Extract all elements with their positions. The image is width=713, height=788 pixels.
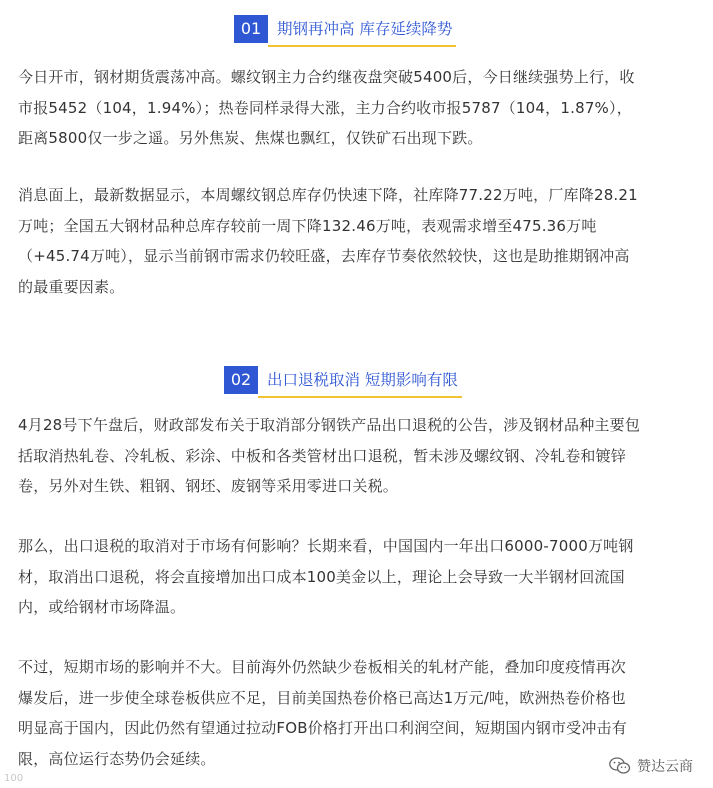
watermark-label: 赞达云商 xyxy=(637,759,693,775)
paragraph: 4月28号下午盘后，财政部发布关于取消部分钢铁产品出口退税的公告，涉及钢材品种主要包 括取消热轧卷、冷轧板、彩涂、中板和各类管材出口退税，暂未涉及螺纹钢、冷轧卷和镀锌 卷，另外对生铁、粗钢、钢坯、废钢等采用零进口关税。 xyxy=(18,416,641,495)
wechat-icon xyxy=(609,757,631,775)
section-header-2 xyxy=(224,366,462,394)
title-underline xyxy=(258,396,462,398)
section-title-wrap xyxy=(258,366,462,394)
section-title: 期钢再冲高 库存延续降势 xyxy=(277,20,453,38)
corner-mark: 100 xyxy=(4,773,24,784)
title-underline xyxy=(268,45,456,47)
section-title: 出口退税取消 短期影响有限 xyxy=(267,371,458,389)
paragraph: 那么，出口退税的取消对于市场有何影响？长期来看，中国国内一年出口6000-7000万吨钢 材，取消出口退税，将会直接增加出口成本100美金以上，理论上会导致一大半钢材回流国 内，或给钢材市场降温。 xyxy=(18,537,634,616)
paragraph: 消息面上，最新数据显示，本周螺纹钢总库存仍快速下降，社库降77.22万吨，厂库降28.21 万吨；全国五大钢材品种总库存较前一周下降132.46万吨，表观需求增至475.36万吨 （+45.74万吨），显示当前钢市需求仍较旺盛，去库存节奏依然较快，这也是助推期钢冲高 的最重要因素。 xyxy=(18,186,638,296)
section-number: 01 xyxy=(234,15,268,43)
section-header-1 xyxy=(234,15,456,43)
section-title-wrap xyxy=(268,15,456,43)
section-number: 02 xyxy=(224,366,258,394)
paragraph: 今日开市，钢材期货震荡冲高。螺纹钢主力合约继夜盘突破5400后，今日继续强势上行，收 市报5452（104，1.94%）；热卷同样录得大涨，主力合约收市报5787（104，1.87%）， 距离5800仅一步之遥。另外焦炭、焦煤也飘红，仅铁矿石出现下跌。 xyxy=(18,68,635,147)
account-watermark xyxy=(607,756,695,776)
paragraph: 不过，短期市场的影响并不大。目前海外仍然缺少卷板相关的轧材产能，叠加印度疫情再次 爆发后，进一步使全球卷板供应不足，目前美国热卷价格已高达1万元/吨，欧洲热卷价格也 明显高于国内，因此仍然有望通过拉动FOB价格打开出口利润空间，短期国内钢市受冲击有 限，高位运行态势仍会延续。 xyxy=(18,658,627,768)
